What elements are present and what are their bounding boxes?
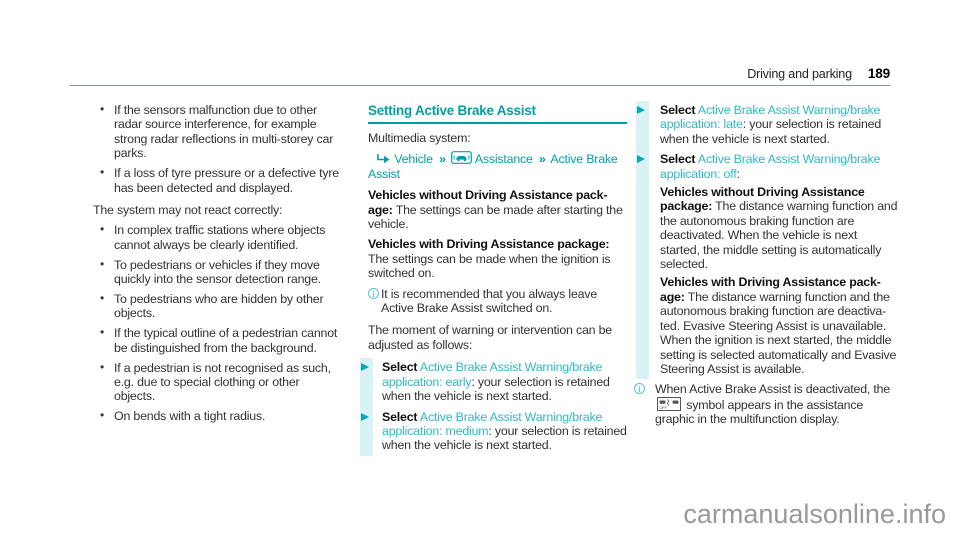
right-column (636, 103, 898, 435)
header-rule (70, 85, 890, 86)
note-text: When Active Brake Assist is deactivated, the OFF symbol appears in the assistance graphic in the multifunction display. (655, 382, 891, 427)
list-item-text: If a pedestrian is not recognised as such, e.g. due to special clothing or other objects. (114, 360, 331, 404)
list-item-text: If the typical outline of a pedestrian cannot be distinguished from the background. (114, 326, 338, 355)
multimedia-label: Multimedia system: (368, 131, 471, 145)
list-item-text: If a loss of tyre pressure or a defective tyre has been detected and displayed. (114, 166, 339, 195)
menu-option-link: Active Brake Assist Warning/brake application: early (382, 360, 603, 389)
instruction-arrow-icon (637, 155, 645, 163)
instruction-step (636, 103, 898, 146)
step-text: : your selection is retained when the vehicle is next started. (660, 117, 882, 146)
menu-item-vehicle: Vehicle (394, 152, 433, 167)
list-item-text: On bends with a tight radius. (114, 409, 266, 424)
select-label: Select (660, 152, 696, 167)
middle-column (368, 103, 627, 459)
instruction-step (360, 360, 627, 403)
info-icon: i (368, 288, 379, 299)
menu-item-assistance: Assistance (474, 152, 533, 167)
instruction-arrow-icon (637, 106, 645, 114)
bullet-icon: • (100, 102, 105, 116)
info-note (636, 382, 898, 426)
menu-option-link: Active Brake Assist Warning/brake application: late (660, 103, 881, 132)
instruction-list (360, 360, 627, 452)
paragraph-lead: Vehicles without Driving Assistance package: (368, 188, 608, 217)
assistance-menu-icon (451, 151, 472, 164)
menu-option-link: Active Brake Assist Warning/brake application: off (660, 152, 881, 181)
info-note (368, 287, 627, 316)
list-item (93, 326, 343, 355)
bullet-icon: • (100, 408, 105, 423)
svg-text:OFF: OFF (659, 404, 667, 410)
list-item (93, 258, 343, 287)
paragraph-adjust-intro: The moment of warning or intervention can be adjusted as follows: (368, 323, 612, 352)
instruction-arrow-icon (361, 413, 369, 421)
info-icon: i (634, 383, 645, 394)
note-text: It is recommended that you always leave Active Brake Assist switched on. (381, 286, 598, 316)
bullet-icon: • (100, 165, 105, 180)
select-label: Select (382, 409, 418, 424)
list-item-text: If the sensors malfunction due to other radar source interference, for example strong radar reflections in multi-storey car parks. (114, 103, 334, 161)
bullet-icon: • (100, 222, 105, 237)
menu-arrow-icon (376, 154, 391, 164)
step-text: : (736, 166, 740, 181)
menu-path (368, 151, 627, 181)
paragraph-lead: Vehicles with Driving Assistance package: (368, 237, 610, 252)
step-text: : your selection is retained when the vehicle is next started. (382, 374, 610, 404)
list-item (93, 223, 343, 252)
list-item-text: To pedestrians or vehicles if they move quickly into the sensor detection range. (114, 257, 321, 287)
instruction-step (636, 152, 898, 376)
paragraph-with-package: Vehicles with Driving Assistance package: The settings can be made when the ignition is switched on. (368, 237, 611, 281)
page-number: 189 (867, 66, 890, 81)
bullet-icon: • (100, 325, 105, 340)
paragraph-off-with-package: Vehicles with Driving Assistance package: The distance warning function and the autonomous braking function are deactivated. Evasive Steering Assist is unavailable. When the ignition is next started, the middle setting is selected automatically and Evasive Steering Assist is available. (660, 275, 897, 376)
list-item (93, 166, 343, 195)
paragraph-off-without-package: Vehicles without Driving Assistance package: The distance warning function and the autonomous braking function are deactivated. When the vehicle is next started, the middle setting is automatically selected. (660, 185, 898, 272)
list-item (93, 292, 343, 321)
list-item (93, 361, 343, 404)
paragraph-without-package: Vehicles without Driving Assistance package: The settings can be made after starting the vehicle. (368, 188, 623, 232)
list-item (93, 103, 343, 161)
select-label: Select (382, 360, 418, 375)
instruction-arrow-icon (361, 363, 369, 371)
paragraph-lead: Vehicles without Driving Assistance package: (660, 185, 865, 214)
paragraph-lead: Vehicles with Driving Assistance package: (660, 275, 881, 304)
list-item-text: To pedestrians who are hidden by other objects. (114, 291, 324, 321)
active-brake-assist-off-icon (657, 397, 681, 411)
instruction-list (636, 103, 898, 376)
instruction-step (360, 410, 627, 453)
chevron-icon: » (538, 152, 545, 167)
page-header (747, 67, 890, 81)
list-item-text: In complex traffic stations where objects cannot always be clearly identified. (114, 223, 326, 252)
menu-option-link: Active Brake Assist Warning/brake application: medium (382, 409, 603, 438)
section-title: Driving and parking (747, 67, 852, 81)
step-text: : your selection is retained when the vehicle is next started. (382, 423, 627, 453)
bullet-icon: • (100, 359, 105, 374)
list-item (93, 409, 343, 423)
watermark: carmanualsonline.info (683, 499, 946, 529)
bullet-icon: • (100, 256, 105, 271)
chevron-icon: » (439, 152, 445, 167)
section-heading: Setting Active Brake Assist (368, 103, 627, 124)
bullet-icon: • (100, 290, 105, 305)
menu-item-active-brake-assist: Active Brake Assist (368, 152, 618, 181)
paragraph-intro: The system may not react correctly: (93, 202, 283, 217)
select-label: Select (660, 103, 696, 117)
left-column (93, 103, 343, 429)
